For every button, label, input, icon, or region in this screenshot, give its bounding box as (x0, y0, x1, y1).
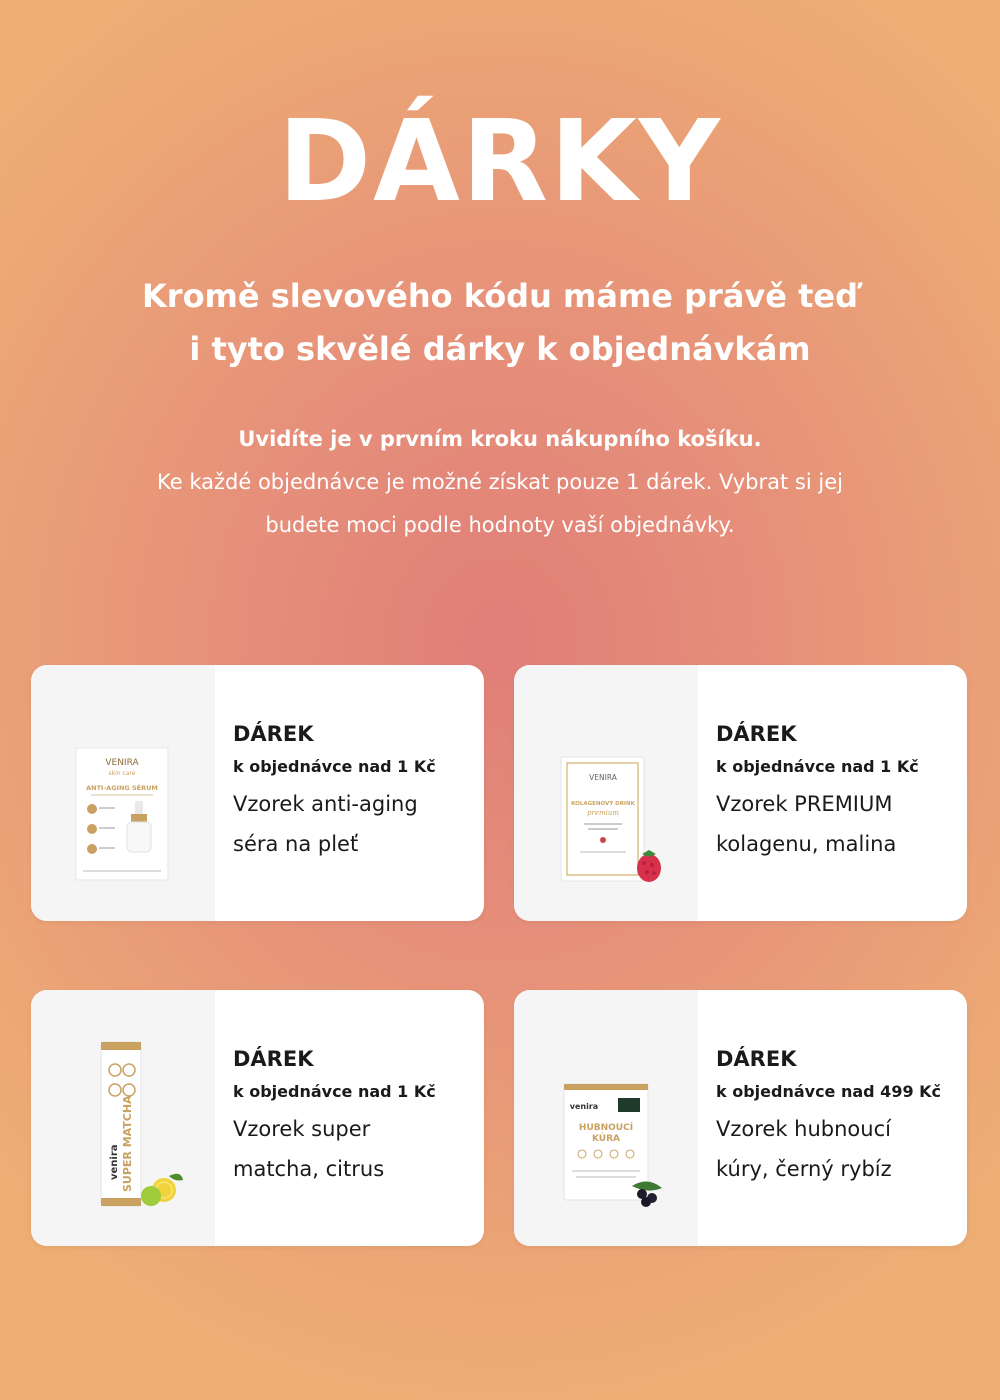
collagen-product-sub: premium (587, 809, 619, 817)
gift-text (233, 1042, 473, 1188)
page-title: DÁRKY (278, 97, 722, 227)
raspberry-icon (637, 854, 661, 882)
serum-brand: VENIRA (105, 758, 139, 768)
subtitle-line-1: Kromě slevového kódu máme právě teď (141, 277, 859, 315)
product-image-matcha (31, 990, 215, 1246)
collagen-brand: VENIRA (589, 773, 617, 782)
collagen-product-name: KOLAGENOVÝ DRINK (571, 801, 635, 807)
product-image-collagen (514, 665, 698, 921)
note-line-2: budete moci podle hodnoty vaší objednávky. (265, 513, 735, 537)
slimming-product-name-1: HUBNOUCÍ (578, 1123, 634, 1133)
gift-label: DÁREK (716, 1047, 797, 1071)
gift-description-line-1: Vzorek hubnoucí (716, 1117, 891, 1141)
matcha-product-name: SUPER MATCHA (121, 1095, 134, 1192)
lime-icon (141, 1186, 161, 1206)
gift-label: DÁREK (233, 1047, 314, 1071)
gift-label: DÁREK (716, 722, 797, 746)
product-image-slimming (514, 990, 698, 1246)
gift-condition: k objednávce nad 499 Kč (716, 1082, 942, 1101)
gift-text (716, 717, 956, 863)
gift-text (233, 717, 473, 863)
gift-card-matcha (31, 990, 484, 1246)
product-image-serum (31, 665, 215, 921)
gift-card-serum (31, 665, 484, 921)
note-line-1: Ke každé objednávce je možné získat pouze 1 dárek. Vybrat si jej (157, 470, 843, 494)
gift-card-slimming (514, 990, 967, 1246)
slimming-brand: venira (569, 1102, 599, 1111)
serum-sub: skin care (108, 770, 136, 777)
subtitle-line-2: i tyto skvělé dárky k objednávkám (189, 330, 811, 368)
gift-description-line-1: Vzorek super (233, 1117, 371, 1141)
slimming-product-name-2: KÚRA (591, 1134, 621, 1144)
gift-condition: k objednávce nad 1 Kč (233, 1082, 436, 1101)
gift-label: DÁREK (233, 722, 314, 746)
gift-condition: k objednávce nad 1 Kč (716, 757, 919, 776)
gift-condition: k objednávce nad 1 Kč (233, 757, 436, 776)
serum-product-name: ANTI-AGING SÉRUM (86, 784, 158, 792)
page-subtitle (100, 270, 900, 376)
matcha-brand: venira (109, 1144, 120, 1180)
gift-description-line-2: séra na pleť (233, 832, 359, 856)
gift-text (716, 1042, 956, 1188)
gift-description-line-2: kolagenu, malina (716, 832, 897, 856)
gift-description-line-2: kúry, černý rybíz (716, 1157, 892, 1181)
note-highlight: Uvidíte je v prvním kroku nákupního košíku. (238, 427, 762, 451)
gift-description-line-1: Vzorek anti-aging (233, 792, 418, 816)
gift-description-line-1: Vzorek PREMIUM (716, 792, 893, 816)
gift-description-line-2: matcha, citrus (233, 1157, 385, 1181)
gift-card-collagen (514, 665, 967, 921)
info-note (90, 418, 910, 547)
